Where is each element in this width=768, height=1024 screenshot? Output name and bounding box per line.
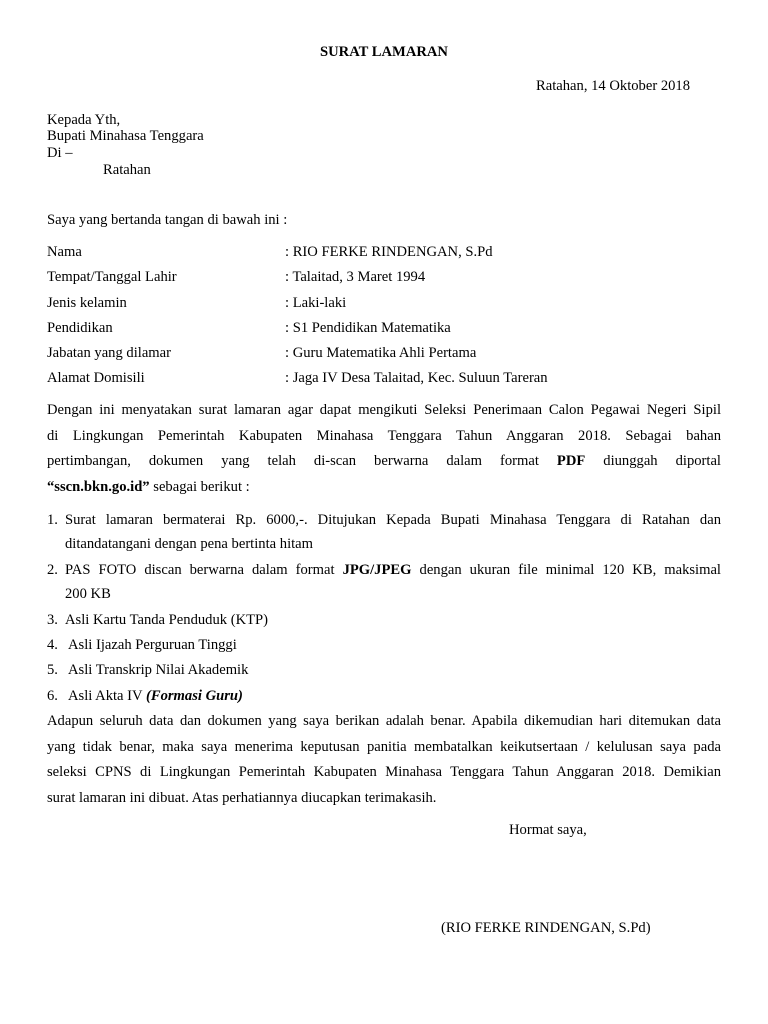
statement-line-3-end: diunggah diportal: [603, 453, 721, 469]
list-item-text-part: PAS FOTO discan berwarna dalam format: [65, 562, 335, 578]
recipient-place: Ratahan: [103, 162, 151, 178]
statement-line-3-text: pertimbangan, dokumen yang telah di-scan berwarna dalam format: [47, 453, 539, 469]
closing-line-3: seleksi CPNS di Lingkungan Pemerintah Kabupaten Minahasa Tenggara Tahun Anggaran 2018. Demikian: [47, 764, 721, 780]
list-item-text: 200 KB: [65, 586, 111, 602]
field-value-address: : Jaga IV Desa Talaitad, Kec. Suluun Tareran: [285, 370, 548, 386]
closing-paragraph: [47, 709, 721, 811]
closing-salutation: Hormat saya,: [509, 822, 587, 838]
recipient-at: Di –: [47, 145, 73, 161]
format-pdf: PDF: [556, 453, 586, 469]
field-label-birth: Tempat/Tanggal Lahir: [47, 269, 177, 285]
intro-text: Saya yang bertanda tangan di bawah ini :: [47, 212, 288, 228]
field-label-address: Alamat Domisili: [47, 370, 145, 386]
list-item-text: Asli Kartu Tanda Penduduk (KTP): [65, 612, 268, 628]
list-item-text-part: dengan ukuran file minimal 120 KB, maksimal: [419, 562, 721, 578]
field-value-education: : S1 Pendidikan Matematika: [285, 320, 451, 336]
statement-paragraph: [47, 398, 721, 500]
field-value-gender: : Laki-laki: [285, 295, 347, 311]
recipient-name: Bupati Minahasa Tenggara: [47, 128, 204, 144]
list-number: 4.: [47, 637, 58, 653]
list-item-text: Surat lamaran bermaterai Rp. 6000,-. Ditujukan Kepada Bupati Minahasa Tenggara di Ratahan dan: [65, 512, 721, 528]
field-label-gender: Jenis kelamin: [47, 295, 127, 311]
portal-url: “sscn.bkn.go.id”: [47, 478, 150, 495]
statement-line-2: di Lingkungan Pemerintah Kabupaten Minahasa Tenggara Tahun Anggaran 2018. Sebagai bahan: [47, 427, 721, 444]
list-number: 6.: [47, 688, 58, 704]
closing-line-4: surat lamaran ini dibuat. Atas perhatiannya diucapkan terimakasih.: [47, 789, 437, 806]
list-number: 2.: [47, 562, 58, 578]
closing-line-2: yang tidak benar, maka saya menerima keputusan panitia membatalkan keikutsertaan / kelulusan saya pada: [47, 738, 721, 755]
letter-title: SURAT LAMARAN: [320, 44, 448, 60]
field-value-name: : RIO FERKE RINDENGAN, S.Pd: [285, 244, 493, 260]
list-number: 5.: [47, 662, 58, 678]
format-jpg: JPG/JPEG: [342, 562, 412, 578]
field-label-education: Pendidikan: [47, 320, 113, 336]
field-value-birth: : Talaitad, 3 Maret 1994: [285, 269, 426, 285]
list-item-text: Asli Akta IV: [68, 688, 143, 704]
field-value-position: : Guru Matematika Ahli Pertama: [285, 345, 477, 361]
statement-line-3: [47, 449, 721, 475]
formation-note: (Formasi Guru): [145, 688, 243, 704]
statement-line-4-end: sebagai berikut :: [153, 478, 250, 495]
recipient-greeting: Kepada Yth,: [47, 112, 121, 128]
list-item-text: ditandatangani dengan pena bertinta hitam: [65, 536, 314, 552]
field-label-name: Nama: [47, 244, 82, 260]
closing-line-1: Adapun seluruh data dan dokumen yang saya berikan adalah benar. Apabila dikemudian hari ditemukan data: [47, 713, 721, 729]
field-label-position: Jabatan yang dilamar: [47, 345, 171, 361]
list-number: 1.: [47, 512, 58, 528]
statement-line-4: [47, 475, 721, 501]
place-date: Ratahan, 14 Oktober 2018: [536, 78, 691, 94]
signature-name: (RIO FERKE RINDENGAN, S.Pd): [441, 920, 651, 936]
list-number: 3.: [47, 612, 58, 628]
list-item-text: [65, 558, 721, 582]
list-item-text: Asli Transkrip Nilai Akademik: [68, 662, 249, 678]
statement-line-1: Dengan ini menyatakan surat lamaran agar dapat mengikuti Seleksi Penerimaan Calon Pegawai Negeri Sipil: [47, 402, 721, 418]
list-item-text: Asli Ijazah Perguruan Tinggi: [68, 637, 237, 653]
